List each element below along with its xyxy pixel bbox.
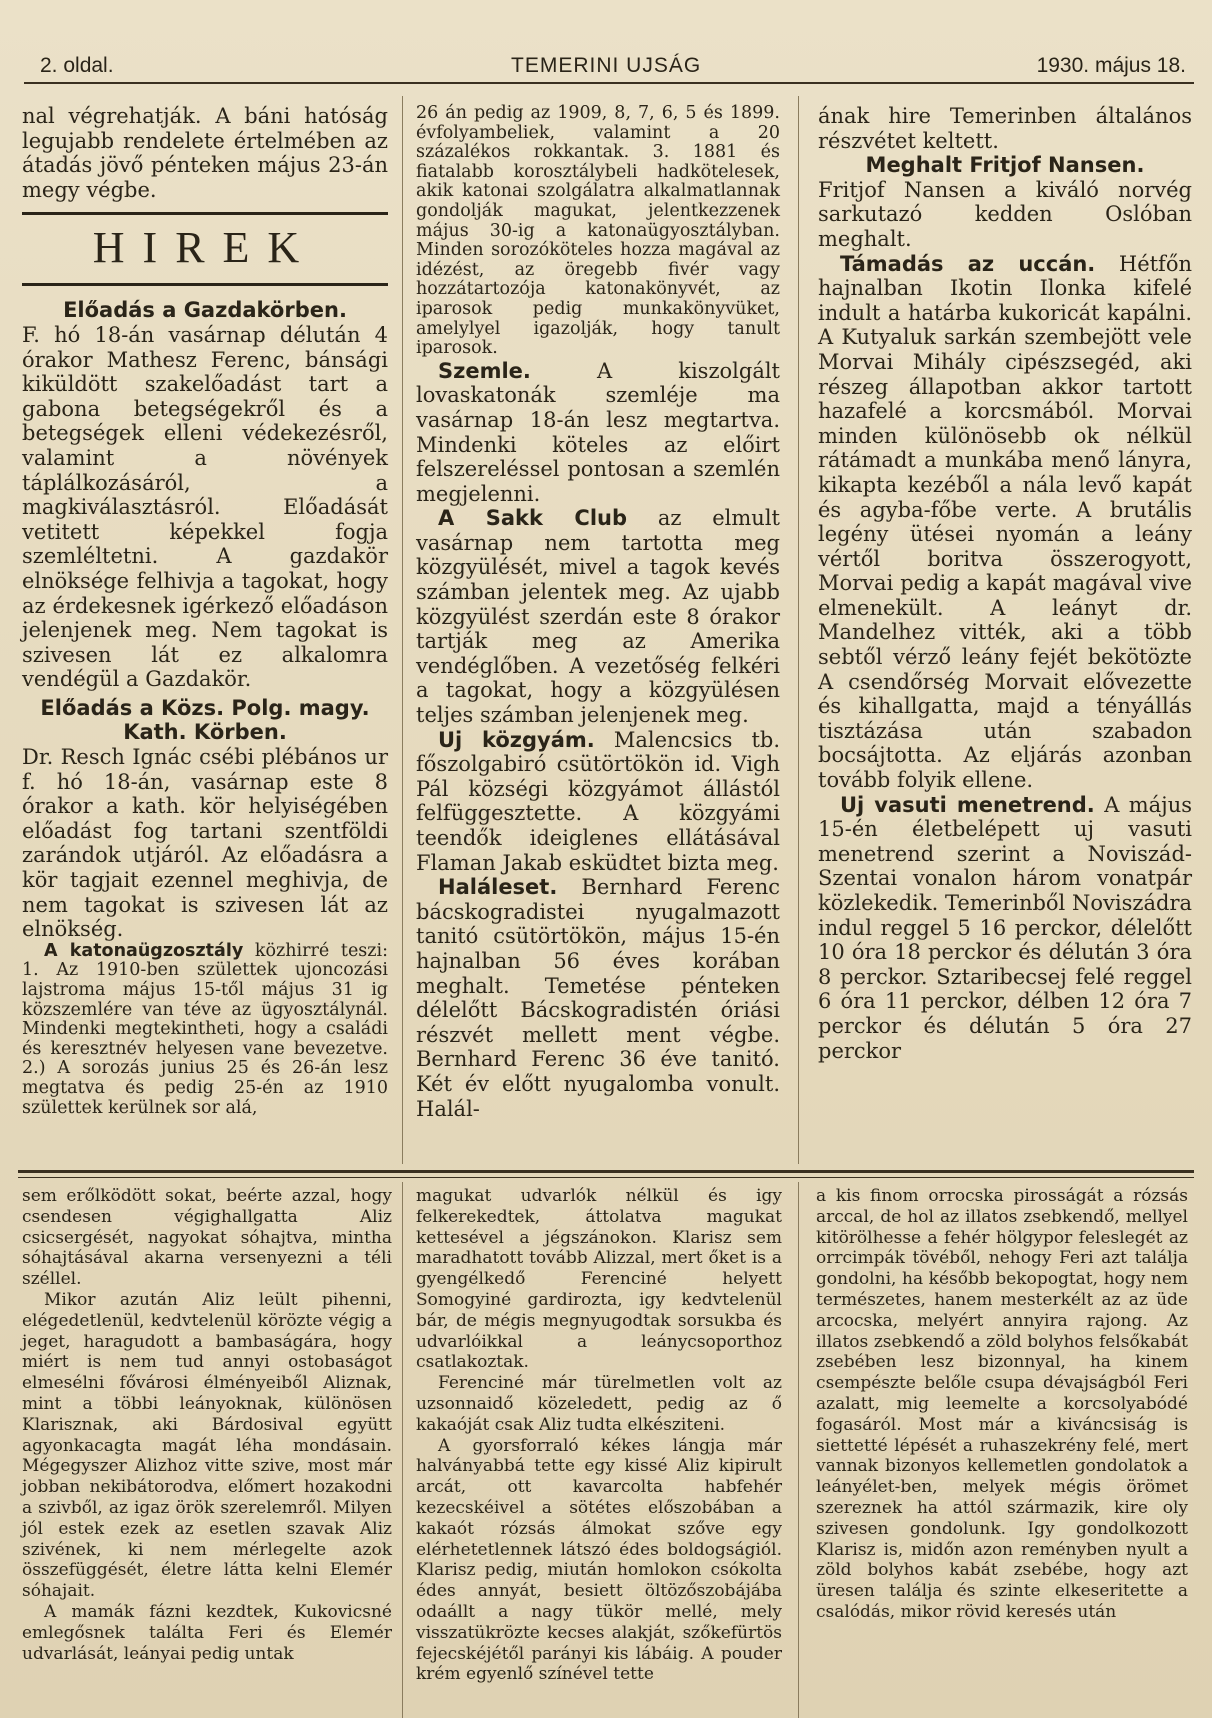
col2-item4-body: Bernhard Ferenc bácskogradistei nyugalmazott tanitó csütörtökön, május 15-én hajnalban 56 éves korában meghalt. Temetése pénteken délelőtt Bácskogradistén óriási részvét mellett ment végbe. Bernhard Ferenc 36 éve tanitó. Két év előtt nyugalomba vonult. Halál-	[416, 875, 780, 1121]
issue-date: 1930. május 18.	[1036, 54, 1186, 77]
col1-item2-head: Előadás a Közs. Polg. magy. Kath. Körben.	[40, 695, 370, 745]
feuilleton-column-3	[816, 1186, 1188, 1623]
col3-item2-head: Támadás az uccán.	[840, 251, 1096, 276]
col1-item3-body: közhirré teszi: 1. Az 1910-ben születtek ujoncozási lajstroma május 15-től május 31 ig közszemlére van téve az ügyosztálynál. Mindenki megtekintheti, hogy a családi és keresztnév helyesen vane bevezetve. 2.) A sorozás junius 25 és 26-án lesz megtatva és pedig 25-én az 1910 születtek kerülnek sor alá,	[22, 940, 388, 1118]
col3-item3-body: A május 15-én életbelépett uj vasuti menetrend szerint a Noviszád-Szentai vonalon három vonatpár közlekedik. Temerinből Noviszádra indul reggel 5 16 perckor, délelőtt 10 óra 18 perckor és délután 3 óra 8 perckor. Sztaribecsej felé reggel 6 óra 11 perckor, délben 12 óra 7 perckor és délután 5 óra 27 perckor	[818, 792, 1192, 1063]
col3-item3-head: Uj vasuti menetrend.	[840, 792, 1095, 817]
page-header	[36, 50, 1186, 84]
section-title: HIREK	[92, 223, 318, 273]
col3-item1-body: Fritjof Nansen a kiváló norvég sarkutazó kedden Oslóban meghalt.	[818, 177, 1192, 251]
feuilleton-col2-par1: magukat udvarlók nélkül és igy felkerekedtek, áttolatva magukat kettesével a jégszánokon. Klarisz sem maradhatott tovább Alizzal, mert őket is a gyengélkedő Ferenciné helyett Somogyiné gardirozta, igy kedvtelenül bár, de mégis megnyugodtak sorsukba és udvarlóikkal a leánycsoporthoz csatlakoztak.	[416, 1186, 782, 1373]
column-divider-1	[402, 96, 403, 1164]
feuilleton-rule-2	[18, 1177, 1194, 1178]
col3-item2-body: Hétfőn hajnalban Ikotin Ilonka kifelé indult a határba kukoricát kapálni. A Kutyaluk sarkán szembejött vele Morvai Mihály cipészsegéd, aki részeg állapotban akkor tartott hazafelé a korcsmából. Morvai minden különösebb ok nélkül rátámadt a munkába menő lányra, kikapta kezéből a nála levő kapát és agyba-főbe verte. A brutális legény ütései nyomán a leány vértől boritva összerogyott, Morvai pedig a kapát magával vive elmenekült. A leányt dr. Mandelhez vitték, aki a több sebtől vérző leány fejét bekötözte A csendőrség Morvait elővezette és kihallgatta, majd a tényállás tisztázása után szabadon bocsájtotta. Az eljárás azonban tovább folyik ellene.	[818, 251, 1192, 793]
col2-item2-body: az elmult vasárnap nem tartotta meg közgyülését, mivel a tagok kevés számban jelentek meg. Az ujabb közgyülést szerdán este 8 órakor tartják meg az Amerika vendéglőben. A vezetőség felkéri a tagokat, hogy a közgyülésen teljes számban jelenjenek meg.	[416, 506, 780, 728]
newspaper-name: TEMERINI UJSÁG	[511, 54, 702, 77]
feuilleton-column-2	[416, 1186, 782, 1685]
col1-item1-body: F. hó 18-án vasárnap délután 4 órakor Mathesz Ferenc, bánsági kiküldött szakelőadást tart a gabona betegségekről és a betegségek elleni védekezésről, valamint a növények táplálkozásáról, a magkiválasztásról. Előadását vetitett képekkel fogja szemléltetni. A gazdakör elnöksége felhivja a tagokat, hogy az érdekesnek igérkező előadáson jelenjenek meg. Nem tagokat is szivesen lát ez alkalomra vendégül a Gazdakör.	[22, 322, 388, 692]
col3-item1-head: Meghalt Fritjof Nansen.	[865, 153, 1145, 178]
feuilleton-col2-par2: Ferenciné már türelmetlen volt az uzsonnaidő közeledett, pedig az ő kakaóját csak Aliz tudta elkésziteni.	[416, 1373, 782, 1435]
col2-item3-head: Uj közgyám.	[438, 727, 595, 752]
page-number: 2. oldal.	[40, 54, 114, 77]
col2-item1-head: Szemle.	[438, 358, 531, 383]
feuilleton-column-1	[22, 1186, 392, 1664]
col2-item2-head: A Sakk Club	[438, 506, 627, 531]
feuilleton-rule-1	[18, 1170, 1194, 1173]
feuilleton-col3-par1: a kis finom orrocska pirosságát a rózsás arccal, de hol az illatos zsebkendő, mellyel kitörölhesse a fehér hölgypor feleslegét az orrcimpák tövéből, nehogy Feri azt találja gondolni, ha később bekopogtat, hogy nem természetes, hanem mesterkélt az az üde arcocska, melyért annyira rajong. Az illatos zsebkendő a zöld bolyhos felsőkabát zsebében lesz bizonnyal, ha kinem csempészte belőle csupa dévajságból Feri azalatt, mig leemelte a korcsolyabódé fogasáról. Most már a kiváncsiság is siettetté lépését a ruhaszekrény felé, mert vannak bizonyos kellemetlen gondolatok a leányélet-ben, melyek mégis örömet szereznek ha attól származik, kire oly szivesen gondolunk. Igy gondolkozott Klarisz is, midőn azon reményben nyult a zöld bolyhos kabát zsebébe, hogy azt üresen találja és szinte elkeseritette a csalódás, mikor rövid keresés után	[816, 1186, 1188, 1622]
col2-item4-head: Haláleset.	[438, 875, 558, 900]
feuilleton-divider-1	[402, 1182, 403, 1718]
col2-item3-body: Malencsics tb. főszolgabiró csütörtökön id. Vigh Pál községi közgyámot állástól felfüggesztette. A közgyámi teendők ideiglenes ellátásával Flaman Jakab esküdtet bizta meg.	[416, 727, 780, 875]
column-divider-2	[798, 96, 799, 1164]
column-2	[416, 104, 780, 1121]
col3-cont: ának hire Temerinben általános részvétet keltett.	[818, 104, 1192, 153]
feuilleton-col1-par3: A mamák fázni kezdtek, Kukovicsné emlegősnek találta Feri és Elemér udvarlását, leányai pedig untak	[22, 1601, 392, 1664]
section-rule-top	[22, 212, 388, 215]
feuilleton-col1-par1: sem erőlködött sokat, beérte azzal, hogy csendesen végighallgatta Aliz csicsergését, nagyokat sóhajtva, mintha sóhajtásával akarna versenyezni a téli széllel.	[22, 1186, 392, 1290]
feuilleton-col1-par2: Mikor azután Aliz leült pihenni, elégedetlenül, kedvtelenül körözte végig a jeget, haragudott a bambaságára, hogy miért is nem tud annyi ostobaságot elmesélni fővárosi élményeiből Aliznak, mint a többi leányoknak, különösen Klarisznak, aki Bárdosival együtt agyonkacagta magát léha mondásain. Mégegyszer Alizhoz vitte szive, most már jobban nekibátorodva, előmert hozakodni a szivből, az igaz örök szerelemről. Milyen jól estek ezek az esetlen szavak Aliz szivének, ki nem mérlegelte azok összefüggését, életre látta kelni Elemér sóhajait.	[22, 1289, 392, 1602]
feuilleton-col2-par3: A gyorsforraló kékes lángja már halványabbá tette egy kissé Aliz kipirult arcát, ott kavarcolta habfehér kezecskéivel a sötétes előszobában a kakaót rózsás álmokat szőve egy elérhetetlennek látszó édes boldogságiól. Klarisz pedig, miután homlokon csókolta édes annyát, besiett öltözőszobájába odaállt a nagy tükör mellé, mely visszatükrözte kecses alakját, szőkefürtös fejecskéjétől parányi kis lábáig. A pouder krém egyenlő színével tette	[416, 1435, 782, 1685]
col1-item2-body: Dr. Resch Ignác csébi plébános ur f. hó 18-án, vasárnap este 8 órakor a kath. kör helyiségében előadást fog tartani szentföldi zarándok utjáról. Az előadásra a kör tagjait ezennel meghivja, de nem tagokat is szivesen lát az elnökség.	[22, 745, 388, 942]
col2-item1-body: A kiszolgált lovaskatonák szemléje ma vasárnap 18-án lesz megtartva. Mindenki köteles az előirt felszereléssel pontosan a szemlén megjelenni.	[416, 358, 780, 506]
header-rule	[24, 82, 1194, 84]
col2-cont: 26 án pedig az 1909, 8, 7, 6, 5 és 1899. évfolyambeliek, valamint a 20 százalékos rokkantak. 3. 1881 és fiatalabb korosztálybeli hadkötelesek, akik katonai szolgálatra alkalmatlannak gondolják magukat, jelentkezzenek május 30-ig a katonaügyosztályban. Minden sorozóköteles hozza magával az idézést, az öregebb fivér vagy hozzátartozója katonakönyvét, az iparosok pedig munkakönyvüket, amelylyel igazolják, hogy tanult iparosok.	[416, 103, 780, 359]
col1-item1-head: Előadás a Gazdakörben.	[63, 298, 347, 323]
feuilleton-divider-2	[798, 1182, 799, 1718]
section-rule-bottom	[22, 283, 388, 286]
col1-intro: nal végrehatják. A báni hatóság legujabb rendelete értelmében az átadás jövő pénteken május 23-án megy végbe.	[22, 104, 388, 202]
column-1	[22, 104, 388, 1118]
col1-item3-head: A katonaügzosztály	[44, 940, 244, 961]
column-3	[818, 104, 1192, 1063]
